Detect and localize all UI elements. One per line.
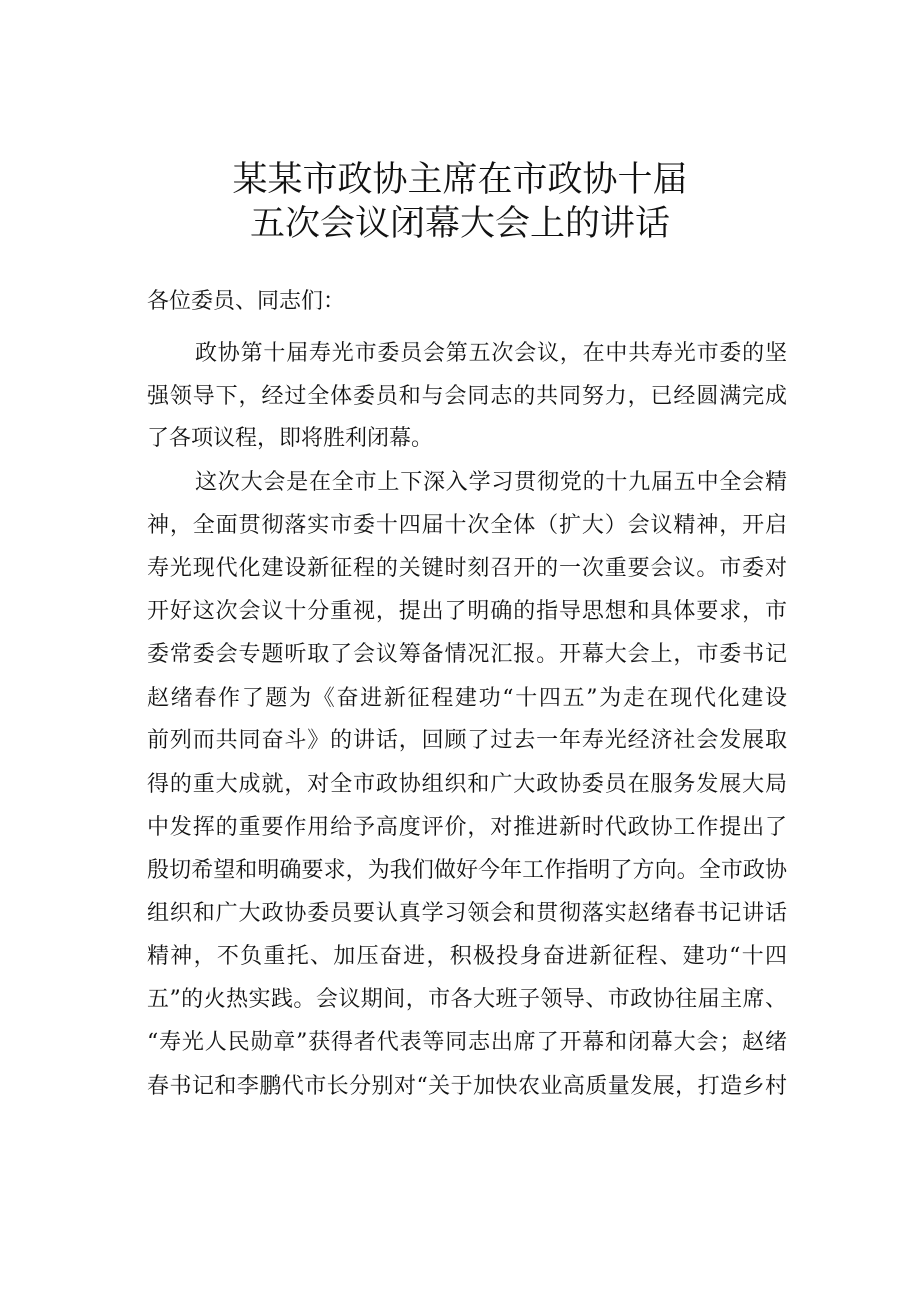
body-line: 了各项议程，即将胜利闭幕。 [147, 426, 434, 451]
body-line: 精神，不负重托、加压奋进，积极投身奋进新征程、建功“十四 [147, 944, 787, 969]
body-line: 委常委会专题听取了会议筹备情况汇报。开幕大会上，市委书记 [147, 642, 787, 667]
body-line: 组织和广大政协委员要认真学习领会和贯彻落实赵绪春书记讲话 [147, 901, 787, 926]
body-line: “寿光人民勋章”获得者代表等同志出席了开幕和闭幕大会；赵绪 [147, 1030, 787, 1055]
body-line: 政协第十届寿光市委员会第五次会议，在中共寿光市委的坚 [195, 341, 787, 366]
body-line: 前列而共同奋斗》的讲话，回顾了过去一年寿光经济社会发展取 [147, 728, 787, 753]
document-title-line-1: 某某市政协主席在市政协十届 [232, 160, 688, 200]
body-line: 强领导下，经过全体委员和与会同志的共同努力，已经圆满完成 [147, 384, 787, 409]
body-line: 开好这次会议十分重视，提出了明确的指导思想和具体要求，市 [147, 599, 787, 624]
body-line: 中发挥的重要作用给予高度评价，对推进新时代政协工作提出了 [147, 815, 787, 840]
document-title-line-2: 五次会议闭幕大会上的讲话 [249, 204, 670, 244]
body-line: 寿光现代化建设新征程的关键时刻召开的一次重要会议。市委对 [147, 556, 787, 581]
body-line: 春书记和李鹏代市长分别对“关于加快农业高质量发展，打造乡村 [147, 1074, 787, 1099]
body-line: 这次大会是在全市上下深入学习贯彻党的十九届五中全会精 [195, 470, 787, 495]
body-line: 殷切希望和明确要求，为我们做好今年工作指明了方向。全市政协 [147, 858, 787, 883]
body-line: 赵绪春作了题为《奋进新征程建功“十四五”为走在现代化建设 [147, 686, 787, 711]
body-line: 五”的火热实践。会议期间，市各大班子领导、市政协往届主席、 [147, 987, 787, 1012]
body-line: 得的重大成就，对全市政协组织和广大政协委员在服务发展大局 [147, 772, 787, 797]
salutation: 各位委员、同志们： [147, 289, 346, 314]
body-line: 神，全面贯彻落实市委十四届十次全体（扩大）会议精神，开启 [147, 513, 787, 538]
